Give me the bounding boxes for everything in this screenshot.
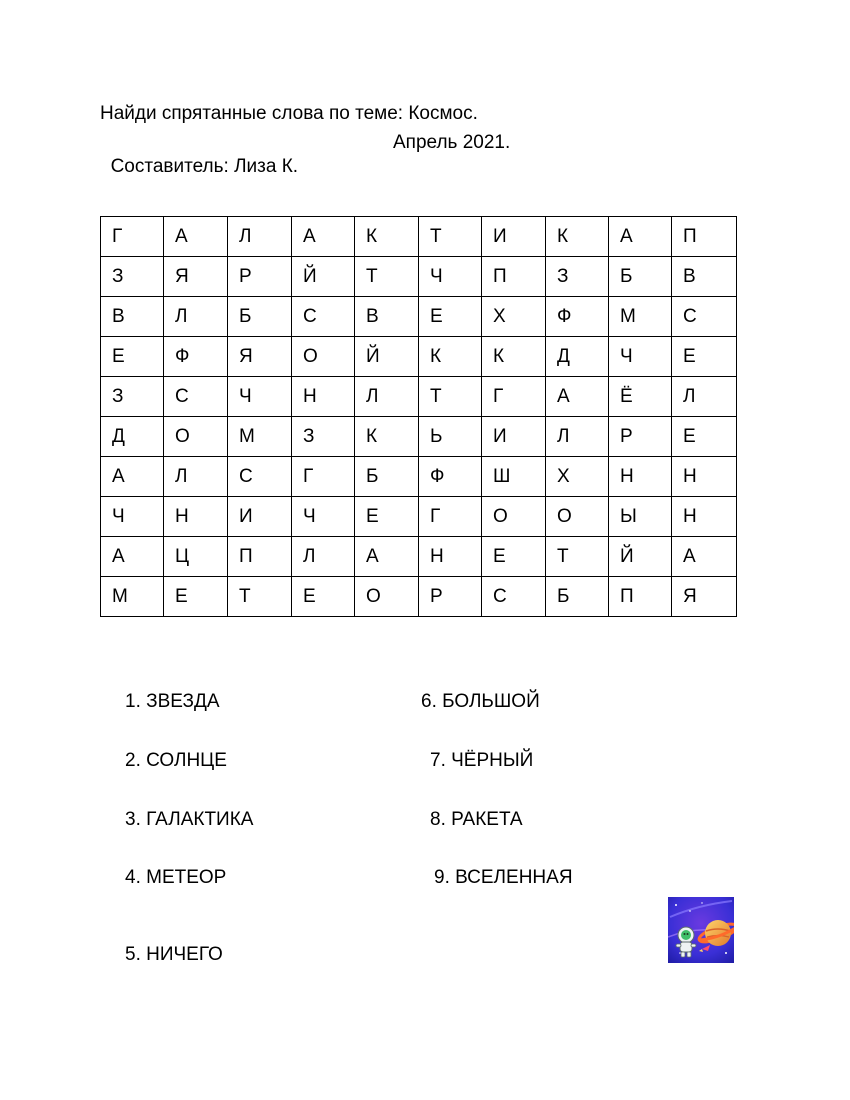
worksheet-title: Найди спрятанные слова по теме: Космос. (100, 103, 478, 124)
grid-cell: Н (609, 457, 672, 497)
grid-row (101, 417, 737, 457)
grid-cell: Х (482, 297, 546, 337)
word-item-6: 6. БОЛЬШОЙ (421, 691, 540, 712)
space-illustration (668, 897, 734, 963)
grid-cell: З (292, 417, 355, 457)
grid-cell: О (482, 497, 546, 537)
grid-cell: Б (228, 297, 292, 337)
grid-cell: С (672, 297, 737, 337)
grid-cell: Л (546, 417, 609, 457)
grid-cell: Л (292, 537, 355, 577)
word-item-1: 1. ЗВЕЗДА (125, 691, 220, 712)
grid-cell: О (546, 497, 609, 537)
grid-cell: И (482, 417, 546, 457)
grid-cell: Е (355, 497, 419, 537)
grid-cell: Ч (609, 337, 672, 377)
grid-cell: З (101, 257, 164, 297)
grid-cell: А (292, 217, 355, 257)
grid-cell: Л (355, 377, 419, 417)
grid-cell: К (482, 337, 546, 377)
grid-cell: Т (355, 257, 419, 297)
grid-row (101, 537, 737, 577)
grid-cell: М (609, 297, 672, 337)
grid-cell: К (355, 417, 419, 457)
grid-cell: М (228, 417, 292, 457)
grid-cell: А (101, 457, 164, 497)
grid-cell: С (482, 577, 546, 617)
grid-cell: Б (609, 257, 672, 297)
grid-cell: А (101, 537, 164, 577)
grid-cell: Н (672, 497, 737, 537)
grid-cell: С (164, 377, 228, 417)
grid-cell: Н (164, 497, 228, 537)
grid-cell: Е (292, 577, 355, 617)
grid-cell: О (292, 337, 355, 377)
grid-row (101, 217, 737, 257)
grid-row (101, 377, 737, 417)
grid-cell: Т (546, 537, 609, 577)
word-item-7: 7. ЧЁРНЫЙ (430, 750, 534, 771)
grid-cell: Е (672, 337, 737, 377)
grid-cell: В (355, 297, 419, 337)
grid-cell: И (482, 217, 546, 257)
grid-cell: Р (419, 577, 482, 617)
grid-cell: К (546, 217, 609, 257)
grid-cell: Ч (228, 377, 292, 417)
word-item-8: 8. РАКЕТА (430, 809, 523, 830)
grid-cell: Ч (101, 497, 164, 537)
grid-cell: Е (419, 297, 482, 337)
grid-cell: А (546, 377, 609, 417)
word-item-4: 4. МЕТЕОР (125, 867, 227, 888)
grid-cell: О (355, 577, 419, 617)
grid-row (101, 457, 737, 497)
grid-cell: П (228, 537, 292, 577)
grid-cell: К (355, 217, 419, 257)
grid-cell: А (355, 537, 419, 577)
grid-cell: Е (672, 417, 737, 457)
grid-cell: Н (419, 537, 482, 577)
grid-cell: Л (672, 377, 737, 417)
grid-cell: С (228, 457, 292, 497)
grid-cell: В (101, 297, 164, 337)
grid-cell: Е (101, 337, 164, 377)
grid-cell: В (672, 257, 737, 297)
grid-cell: П (672, 217, 737, 257)
grid-cell: Б (355, 457, 419, 497)
grid-row (101, 257, 737, 297)
grid-cell: Т (419, 217, 482, 257)
grid-row (101, 297, 737, 337)
word-item-9: 9. ВСЕЛЕННАЯ (434, 867, 573, 888)
grid-cell: Г (101, 217, 164, 257)
author-line (100, 131, 511, 203)
grid-cell: Я (672, 577, 737, 617)
grid-cell: Р (228, 257, 292, 297)
word-item-2: 2. СОЛНЦЕ (125, 750, 227, 771)
grid-cell: Ч (292, 497, 355, 537)
grid-cell: Ф (419, 457, 482, 497)
author-name: Составитель: Лиза К. (110, 156, 299, 177)
grid-cell: Ь (419, 417, 482, 457)
astronaut-planet-icon (668, 897, 734, 963)
grid-cell: А (672, 537, 737, 577)
grid-cell: Ы (609, 497, 672, 537)
worksheet-date: Апрель 2021. (393, 132, 511, 153)
grid-cell: Я (164, 257, 228, 297)
grid-cell: Н (672, 457, 737, 497)
grid-cell: Н (292, 377, 355, 417)
grid-cell: З (546, 257, 609, 297)
grid-cell: Л (164, 457, 228, 497)
grid-cell: Т (419, 377, 482, 417)
grid-cell: Т (228, 577, 292, 617)
grid-cell: Ф (164, 337, 228, 377)
grid-cell: Ё (609, 377, 672, 417)
word-search-grid (100, 216, 737, 617)
grid-cell: Г (482, 377, 546, 417)
grid-cell: З (101, 377, 164, 417)
grid-cell: С (292, 297, 355, 337)
grid-cell: Е (482, 537, 546, 577)
grid-cell: Ч (419, 257, 482, 297)
grid-cell: Е (164, 577, 228, 617)
grid-cell: Ф (546, 297, 609, 337)
grid-row (101, 497, 737, 537)
grid-cell: А (609, 217, 672, 257)
grid-cell: Й (292, 257, 355, 297)
word-item-5: 5. НИЧЕГО (125, 944, 223, 965)
grid-cell: Б (546, 577, 609, 617)
grid-cell: Ц (164, 537, 228, 577)
grid-cell: П (609, 577, 672, 617)
grid-row (101, 577, 737, 617)
grid-cell: К (419, 337, 482, 377)
grid-cell: А (164, 217, 228, 257)
grid-cell: Ш (482, 457, 546, 497)
grid-cell: Л (164, 297, 228, 337)
grid-cell: И (228, 497, 292, 537)
grid-cell: П (482, 257, 546, 297)
grid-cell: Г (419, 497, 482, 537)
grid-cell: Г (292, 457, 355, 497)
grid-cell: Й (355, 337, 419, 377)
grid-cell: Й (609, 537, 672, 577)
grid-cell: Д (101, 417, 164, 457)
grid-cell: Р (609, 417, 672, 457)
grid-row (101, 337, 737, 377)
word-item-3: 3. ГАЛАКТИКА (125, 809, 254, 830)
grid-cell: М (101, 577, 164, 617)
grid-cell: Я (228, 337, 292, 377)
grid-cell: Х (546, 457, 609, 497)
grid-cell: О (164, 417, 228, 457)
grid-cell: Л (228, 217, 292, 257)
grid-cell: Д (546, 337, 609, 377)
